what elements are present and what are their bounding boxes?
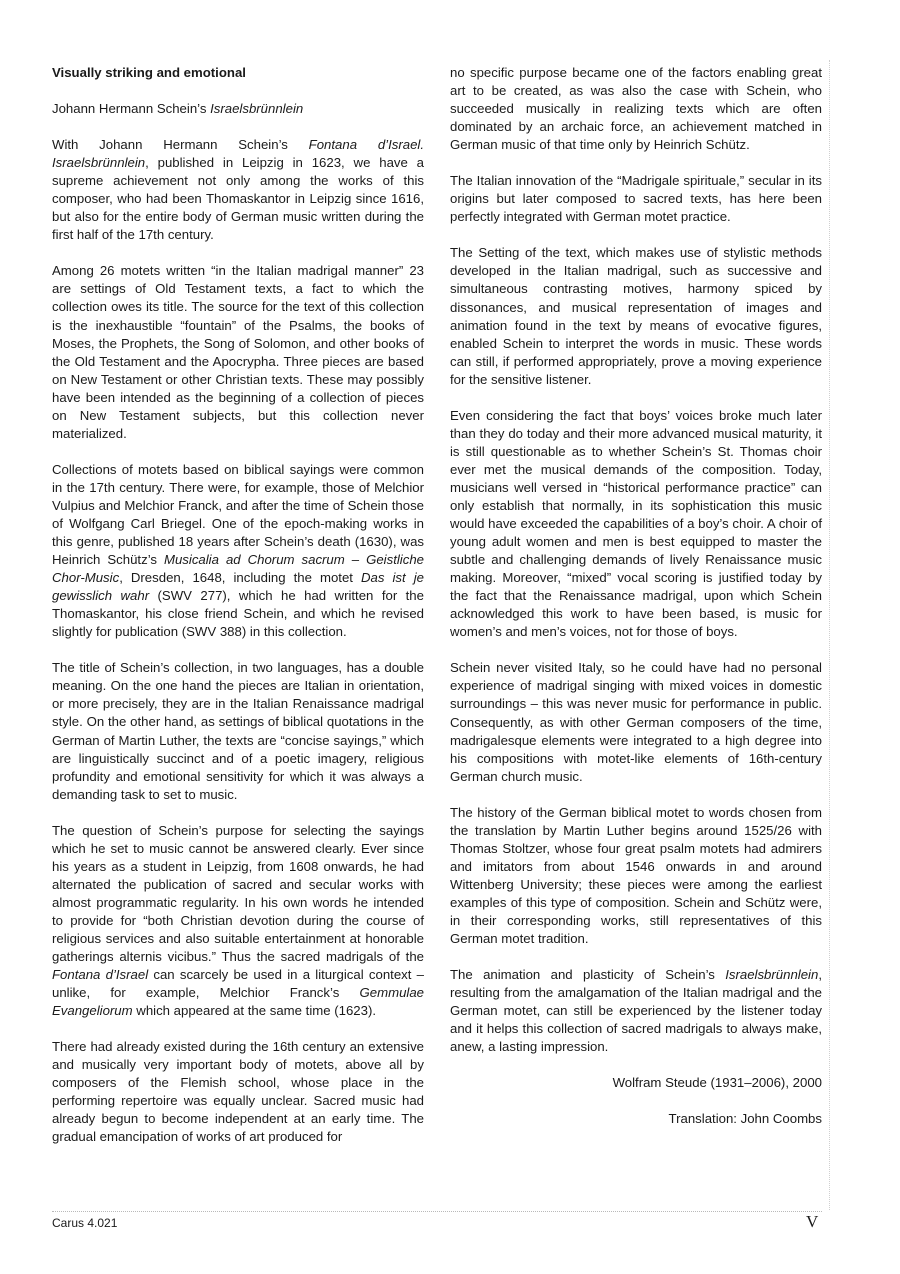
left-paragraphs <box>52 136 424 1146</box>
paragraph-text: The animation and plasticity of Schein’s <box>450 967 726 983</box>
right-column <box>450 64 822 1146</box>
paragraph <box>450 659 822 785</box>
paragraph <box>52 822 424 1021</box>
work-title: Das ist je gewisslich wahr <box>52 570 424 604</box>
paragraph <box>52 262 424 442</box>
paragraph <box>450 966 822 1056</box>
left-column <box>52 64 424 1164</box>
paragraph-text: no specific purpose became one of the factors enabling great art to be created, as was also the case with Schein, who succeeded musically in realizing texts which are often dominated by an archaic force, an achievement matched in German music of that time only by Heinrich Schütz. <box>450 65 822 153</box>
paragraph-text: The question of Schein’s purpose for selecting the sayings which he set to music cannot be answered clearly. Ever since his years as a student in Leipzig, from 1608 onwards, he had alternated the publication of sacred and secular works with almost programmatic regularity. In his own words he intended to provide for “both Christian devotion during the course of religious services and also suitable entertainment at honorable gatherings alternis vicibus.” Thus the sacred madrigals of the <box>52 822 424 965</box>
work-title: Fontana d’Israel <box>52 967 149 983</box>
catalog-number: Carus 4.021 <box>52 1216 118 1230</box>
paragraph-text: Among 26 motets written “in the Italian madrigal manner” 23 are settings of Old Testament texts, a fact to which the collection owes its title. The source for the text of this collection is the inexhaustible “fountain” of the Psalms, the books of Moses, the Prophets, the Song of Solomon, and other books of the Old Testament and the Apocrypha. Three pieces are based on New Testament or other Christian texts. These may possibly have been intended as the beginning of a collection of pieces on New Testament subjects, but this collection never materialized. <box>52 263 424 441</box>
work-title: Fontana d’Israel. Israelsbrünnlein <box>52 137 424 171</box>
paragraph <box>450 244 822 388</box>
translation-credit: Translation: John Coombs <box>668 1111 822 1127</box>
paragraph-text: Schein never visited Italy, so he could have had no personal experience of madrigal singing with mixed voices in domestic surroundings – this was never music for performance in public. Consequently, as with other German composers of the time, madrigalesque elements were integrated to a high degree into his compositions with motet-like elements of 16th-century German church music. <box>450 660 822 784</box>
work-title: Musicalia ad Chorum sacrum – Geistliche Chor-Music <box>52 552 424 586</box>
paragraph <box>450 64 822 154</box>
paragraph-text: The history of the German biblical motet to words chosen from the translation by Martin Luther begins around 1525/26 with Thomas Stoltzer, whose four great psalm motets had admirers and imitators from about 1546 onwards in and around Wittenberg University; these pieces were among the earliest examples of this type of composition. Schein and Schütz were, in their corresponding works, still representatives of this German motet tradition. <box>450 804 822 947</box>
paragraph-text: There had already existed during the 16th century an extensive and musically very important body of motets, above all by composers of the Flemish school, whose place in the performing repertoire was equally unclear. Sacred music had already begun to become independent at an early time. The gradual emancipation of works of art produced for <box>52 1039 424 1145</box>
paragraph-text: Even considering the fact that boys’ voices broke much later than they do today and their more advanced musical maturity, it is still questionable as to whether Schein’s St. Thomas choir ever met the musical demands of the composition. Today, musicians well versed in “historical performance practice” can only establish that normally, in its sophistication this music would have exceeded the capabilities of a boy’s choir. A choir of young adult women and men is best equipped to master the subtle and challenging demands of lively Renaissance music making. Moreover, “mixed” vocal scoring is justified today by the fact that the Renaissance madrigal, upon which Schein acknowledged this work to have been based, is music for women’s and men’s voices, not for those of boys. <box>450 407 822 640</box>
subheading-text: Johann Hermann Schein’s <box>52 101 211 117</box>
article-subheading <box>52 100 424 118</box>
paragraph <box>52 461 424 641</box>
paragraph <box>52 659 424 803</box>
paragraph <box>450 172 822 226</box>
paragraph-text: , Dresden, 1648, including the motet <box>119 570 361 586</box>
footer-divider <box>52 1211 822 1212</box>
paragraph <box>52 136 424 244</box>
paragraph-text: With Johann Hermann Schein’s <box>52 137 309 153</box>
paragraph-text: The Setting of the text, which makes use of stylistic methods developed in the Italian madrigal, such as successive and simultaneous contrasting motives, harmony spiced by dissonances, and musical representation of images and animation found in the text by means of evocative figures, enabled Schein to interpret the words in music. These words can still, if performed appropriately, prove a moving experience for the sensitive listener. <box>450 245 822 387</box>
article-heading: Visually striking and emotional <box>52 65 246 80</box>
paragraph-text: The Italian innovation of the “Madrigale spirituale,” secular in its origins but later composed to sacred texts, has here been perfectly integrated with German motet practice. <box>450 173 822 225</box>
paragraph-text: The title of Schein’s collection, in two languages, has a double meaning. On the one hand the pieces are Italian in orientation, or more precisely, they are in the Italian Renaissance madrigal style. On the other hand, as settings of biblical quotations in the German of Martin Luther, the texts are “concise sayings,” which are linguistically succinct and of a poetic imagery, religious profundity and emotional sensitivity for which it was always a demanding task to set to music. <box>52 660 424 802</box>
work-title: Israelsbrünnlein <box>725 967 819 983</box>
paragraph-text: (SWV 277), which he had written for the Thomaskantor, his close friend Schein, and which he revised slightly for publication (SWV 388) in this collection. <box>52 588 424 640</box>
paragraph <box>450 804 822 948</box>
right-paragraphs <box>450 64 822 1056</box>
paragraph-text: can scarcely be used in a liturgical context – unlike, for example, Melchior Franck’s <box>52 967 424 1001</box>
paragraph-text: which appeared at the same time (1623). <box>132 1003 377 1019</box>
paragraph-text: Collections of motets based on biblical sayings were common in the 17th century. There were, for example, those of Melchior Vulpius and Melchior Franck, and after the time of Schein those of Wolfgang Carl Briegel. One of the epoch-making works in this genre, published 18 years after Schein’s death (1630), was Heinrich Schütz’s <box>52 461 424 568</box>
margin-rule <box>829 60 830 1210</box>
paragraph-text: , resulting from the amalgamation of the Italian madrigal and the German motet, can still be experienced by the listener today and it helps this collection of sacred madrigals to always make, anew, a lasting impression. <box>450 967 822 1055</box>
subheading-title: Israelsbrünnlein <box>210 101 304 117</box>
work-title: Gemmulae Evangeliorum <box>52 985 424 1019</box>
paragraph <box>450 407 822 642</box>
author-signature: Wolfram Steude (1931–2006), 2000 <box>612 1075 822 1091</box>
paragraph-text: , published in Leipzig in 1623, we have a supreme achievement not only among the works of this composer, who had been Thomaskantor in Leipzig since 1616, but also for the entire body of German music written during the first half of the 17th century. <box>52 155 424 243</box>
paragraph <box>52 1038 424 1146</box>
page-number: V <box>806 1212 819 1231</box>
